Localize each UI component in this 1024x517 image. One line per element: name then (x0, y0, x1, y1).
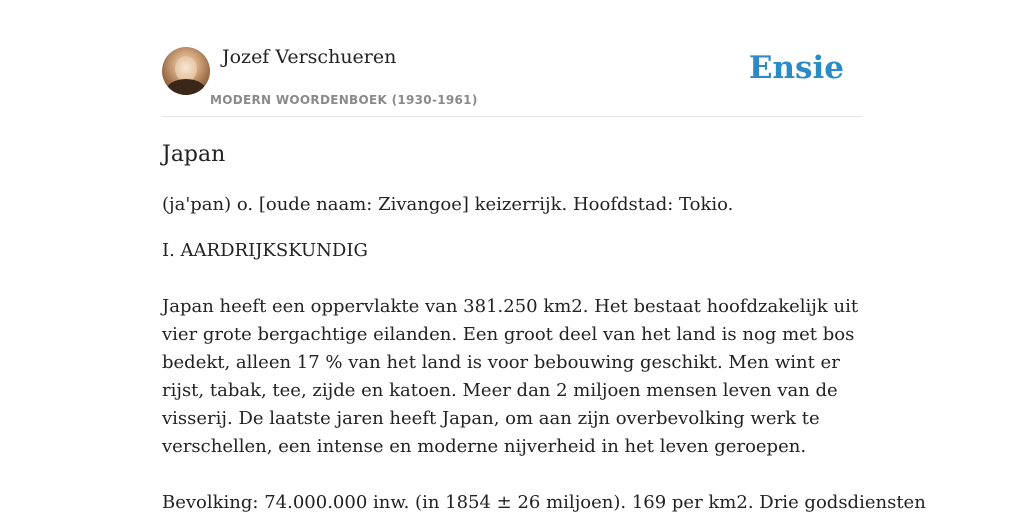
author-avatar[interactable] (162, 47, 210, 95)
ensie-logo-link[interactable]: Ensie (748, 50, 844, 86)
section-heading: I. AARDRIJKSKUNDIG (162, 240, 368, 261)
author-name[interactable]: Jozef Verschueren (222, 46, 397, 68)
article-paragraph: Japan heeft een oppervlakte van 381.250 km2. Het bestaat hoofdzakelijk uit vier grote bergachtige eilanden. Een groot deel van het land is nog met bos bedekt, alleen 17 % van het land is voor bebouwing geschikt. Men wint er rijst, tabak, tee, zijde en katoen. Meer dan 2 miljoen mensen leven van de visserij. De laatste jaren heeft Japan, om aan zijn overbevolking werk te verschellen, een intense en moderne nijverheid in het leven geroepen. (162, 296, 859, 457)
article (162, 140, 926, 517)
avatar-coat (166, 79, 206, 95)
article-paragraph: Bevolking: 74.000.000 inw. (in 1854 ± 26 miljoen). 169 per km2. Drie godsdiensten (162, 492, 926, 513)
article-lead: (ja'pan) o. [oude naam: Zivangoe] keizerrijk. Hoofdstad: Tokio. (162, 194, 734, 215)
article-title: Japan (162, 142, 226, 167)
header (162, 40, 862, 117)
source-label[interactable]: MODERN WOORDENBOEK (1930-1961) (210, 93, 478, 107)
